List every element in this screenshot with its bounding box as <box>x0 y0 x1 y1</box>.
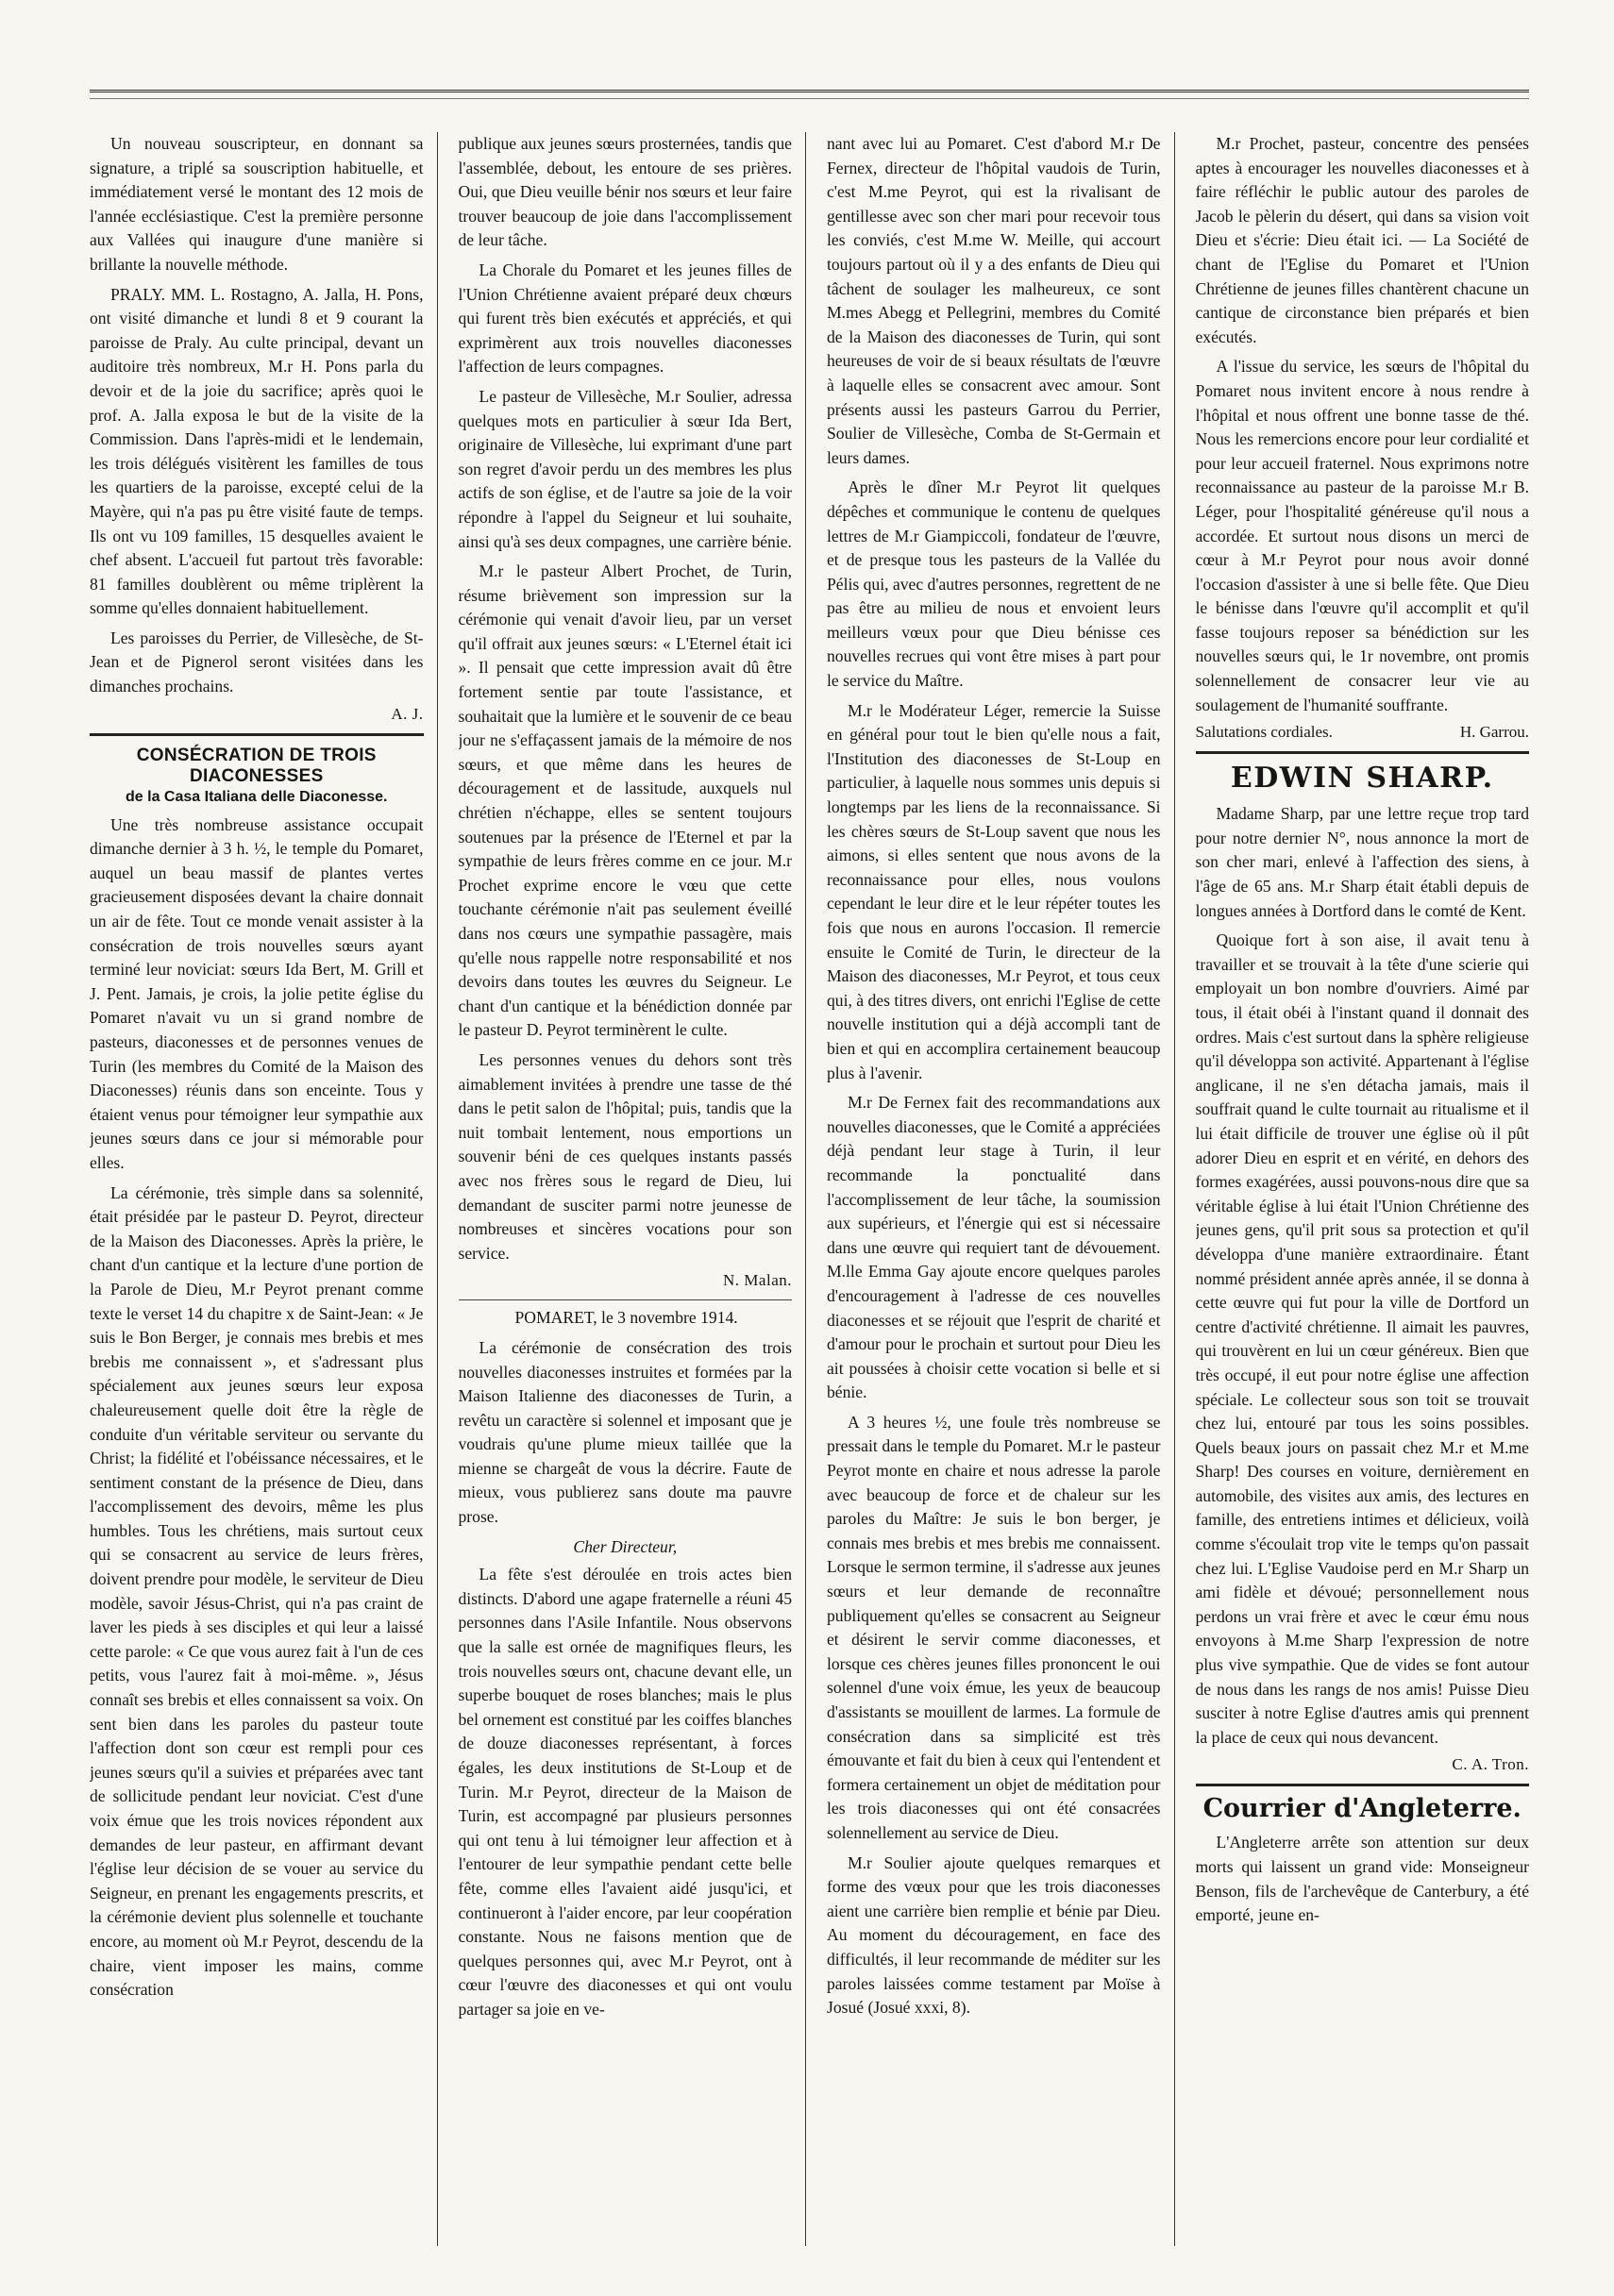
paragraph: Les personnes venues du dehors sont très aimablement invitées à prendre une tasse de thé dans le petit salon de l'hôpital; puis, tandis que la nuit tombait lentement, nous emportions un souvenir béni de ces quelques instants passés avec nos frères sous le regard de Dieu, lui demandant de susciter parmi notre jeunesse de nombreuses et sincères vocations pour son service. <box>458 1049 792 1263</box>
header-rule-faint <box>90 98 1529 99</box>
section-divider <box>90 733 424 736</box>
paragraph: M.r le pasteur Albert Prochet, de Turin, résume brièvement son impression sur la cérémonie qui venait d'avoir lieu, par un verset qu'il offrait aux jeunes sœurs: « L'Eternel était ici ». Il pensait que cette impression avait dû être fortement sentie par toute l'assistance, et souhaitait que la lumière et le souvenir de ce beau jour ne s'effaçassent jamais de la mémoire de nos sœurs, et que même dans les heures de découragement et de lassitude, auxquels nul chrétien n'échappe, elles se sentent toujours soutenues par la présence de l'Eternel et par la sympathie de leurs frères comme en ce jour. M.r Prochet exprime encore le vœu que cette touchante cérémonie n'ait pas seulement éveillé dans nos cœurs une sympathie passagère, mais qu'elle nous rappelle notre responsabilité et nos devoirs dans toutes les œuvres du Seigneur. Le chant d'un cantique et la bénédiction donnée par le pasteur D. Peyrot terminèrent le culte. <box>458 561 792 1040</box>
closing-text: Salutations cordiales. <box>1195 723 1333 742</box>
dateline: POMARET, le 3 novembre 1914. <box>514 1308 738 1328</box>
paragraph: Le pasteur de Villesèche, M.r Soulier, adressa quelques mots en particulier à sœur Ida Bert, originaire de Villesèche, lui exprimant d'une part son regret d'avoir perdu un des membres les plus actifs de son église, et de l'autre sa joie de la voir répondre à l'appel du Seigneur et lui souhaite, ainsi qu'à ses deux compagnes, une carrière bénie. <box>458 386 792 551</box>
paragraph: Après le dîner M.r Peyrot lit quelques dépêches et communique le contenu de quelques lettres de M.r Giampiccoli, fondateur de l'œuvre, et de presque tous les pasteurs de la Vallée du Pélis qui, avec d'autres personnes, regrettent de ne pas être au milieu de nous et envoient leurs meilleurs vœux pour que Dieu bénisse ces nouvelles recrues qui vont être mises à part pour le service du Maître. <box>827 478 1161 691</box>
paragraph: M.r le Modérateur Léger, remercie la Suisse en général pour tout le bien qu'elle nous a fait, l'Institution des diaconesses de St-Loup en particulier, à laquelle nous sommes unis depuis si longtemps par les liens de la reconnaissance. Si les chères sœurs de St-Loup savent que nous les aimons, si elles sentent que nous avons de la reconnaissance pour elles, nous voulons cependant le leur dire et le leur répéter toutes les fois que nous en aurons l'occasion. Il remercie ensuite le Comité de Turin, le directeur de la Maison des diaconesses, M.r Peyrot, et tous ceux qui, à des titres divers, ont enrichi l'Eglise de cette nouvelle institution qui a déjà accompli tant de bien et qui en accomplira certainement beaucoup plus à l'avenir. <box>827 700 1161 1082</box>
paragraph: M.r Soulier ajoute quelques remarques et forme des vœux pour que les trois diaconesses aient une carrière bien remplie et bénie par Dieu. Au moment du découragement, en face des difficultés, il leur recommande de méditer sur les paroles laissées comme testament par Moïse à Josué (Josué xxxi, 8). <box>827 1852 1161 2018</box>
signature: N. Malan. <box>723 1271 792 1290</box>
letter-greeting: Cher Directeur, <box>573 1536 678 1556</box>
section-heading: EDWIN SHARP. <box>1230 762 1494 796</box>
paragraph: Les paroisses du Perrier, de Villesèche, de St-Jean et de Pignerol seront visitées dans les dimanches prochains. <box>90 628 424 696</box>
section-heading: CONSÉCRATION DE TROIS DIACONESSES <box>136 745 377 786</box>
paragraph: A l'issue du service, les sœurs de l'hôpital du Pomaret nous invitent encore à nous rendre à l'hôpital et nous offrent une bonne tasse de thé. Nous les remercions encore pour leur cordialité et pour leur accueil fraternel. Nous exprimons notre reconnaissance au pasteur de la paroisse M.r B. Léger, pour l'hospitalité généreuse qu'il nous a accordée. Et surtout nous disons un merci de cœur à M.r Peyrot pour nous avoir donné l'occasion d'assister à une si belle fête. Que Dieu le bénisse dans l'œuvre qu'il accomplit et qu'il fasse toujours reposer sa bénédiction sur les nouvelles sœurs qui, le 1r novembre, ont promis solennellement de consacrer leur vie au soulagement de l'humanité souffrante. <box>1195 357 1529 714</box>
signature: H. Garrou. <box>1459 723 1529 742</box>
paragraph: A 3 heures ½, une foule très nombreuse se pressait dans le temple du Pomaret. M.r le pasteur Peyrot monte en chaire et nous adresse la parole avec beaucoup de force et de chaleur sur les paroles du Maître: Je suis le bon berger, je connais mes brebis et mes brebis me connaissent. Lorsque le sermon termine, il s'adresse aux jeunes sœurs et leur demande de reconnaître publiquement qu'elles se consacrent au Seigneur et désirent le servir comme diaconesses, et lorsque ces chères jeunes filles prononcent le oui solennel d'une voix émue, les yeux de beaucoup d'assistants se mouillent de larmes. La formule de consécration dans sa simplicité est très émouvante et fait du bien à ceux qui l'entendent et formera certainement un objet de méditation pour les trois diaconesses qui ont été consacrées solennellement au service de Dieu. <box>827 1412 1161 1842</box>
section-heading: Courrier d'Angleterre. <box>1202 1794 1522 1824</box>
section-subheading: de la Casa Italiana delle Diaconesse. <box>126 788 388 805</box>
paragraph: M.r De Fernex fait des recommandations aux nouvelles diaconesses, que le Comité a appréciées déjà pendant leur stage à Turin, il leur recommande la ponctualité dans l'accomplissement de leur tâche, la soumission aux supérieurs, et l'énergie qui est si nécessaire dans une œuvre qui requiert tant de dévouement. M.lle Emma Gay ajoute encore quelques paroles d'encouragement à l'adresse de ces nouvelles diaconesses et se réjouit que l'esprit de charité et d'amour pour le prochain et surtout pour Dieu les ait poussées à choisir cette vocation si belle et si bénie. <box>827 1093 1161 1402</box>
closing-line <box>1196 723 1530 742</box>
paragraph: La cérémonie de consécration des trois nouvelles diaconesses instruites et formées par la Maison Italienne des diaconesses de Turin, a revêtu un caractère si solennel et imposant que je voudrais qu'une plume mieux taillée que la mienne se chargeât de vous la décrire. Faute de mieux, vous publierez sans doute ma pauvre prose. <box>458 1337 792 1527</box>
header-rule <box>90 90 1529 92</box>
paragraph: L'Angleterre arrête son attention sur deux morts qui laissent un grand vide: Monseigneur Benson, fils de l'archevêque de Canterbury, a été emporté, jeune en- <box>1195 1833 1529 1925</box>
section-divider <box>1196 1784 1530 1786</box>
paragraph: La cérémonie, très simple dans sa solennité, était présidée par le pasteur D. Peyrot, directeur de la Maison des Diaconesses. Après la prière, le chant d'un cantique et la lecture d'une portion de la Parole de Dieu, M.r Peyrot prenant comme texte le verset 14 du chapitre x de Saint-Jean: « Je suis le Bon Berger, je connais mes brebis et mes brebis me connaissent », et s'adressant plus spécialement aux jeunes sœurs leur exposa chaleureusement quelle doit être la règle de conduite d'un véritable serviteur ou servante du Christ; la fidélité et l'obéissance nécessaires, et le sentiment constant de la présence de Dieu, dans l'accomplissement des devoirs, même les plus humbles. Tous les chrétiens, mais surtout ceux qui se consacrent au service de leurs frères, doivent prendre pour modèle, le serviteur de Dieu modèle, savoir Jésus-Christ, qui n'a pas craint de laver les pieds à ses disciples et qui leur a laissé cette parole: « Ce que vous aurez fait à l'un de ces petits, vous l'aurez fait à moi-même. », Jésus connaît ses brebis et elles connaissent sa voix. On sent bien dans les paroles du pasteur toute l'affection dont son cœur est rempli pour ces jeunes sœurs qu'il a suivies et préparées avec tant de sollicitude pendant leur noviciat. C'est d'une voix émue que les trois novices répondent aux demandes de leur pasteur, en affirmant devant l'église leur décision de se vouer au service du Seigneur, en prenant les engagements prescrits, et la cérémonie devient plus solennelle et touchante encore, au moment où M.r Peyrot, descendu de la chaire, vient imposer les mains, comme consécration <box>90 1182 424 2000</box>
paragraph: La fête s'est déroulée en trois actes bien distincts. D'abord une agape fraternelle a réuni 45 personnes dans l'Asile Infantile. Nous observons que la salle est ornée de magnifiques fleurs, les trois nouvelles sœurs ont, chacune devant elle, un superbe bouquet de roses blanches; mais le plus bel ornement est constitué par les coiffes blanches de douze diaconesses représentant, à forces égales, les deux institutions de St-Loup et de Turin. M.r Peyrot, directeur de la Maison de Turin, est accompagné par plusieurs personnes qui ont tenu à lui témoigner leur affection et à l'entourer de leur sympathie pendant cette belle fête, comme elles l'avaient aidé jusqu'ici, et continueront à l'aider encore, par leur coopération constante. Nous ne faisons mention que de quelques personnes qui, avec M.r Peyrot, ont à cœur l'œuvre des diaconesses et qui ont voulu partager sa joie en ve- <box>458 1565 792 2019</box>
column-2 <box>459 132 807 2246</box>
section-divider <box>459 1299 793 1300</box>
paragraph: M.r Prochet, pasteur, concentre des pensées aptes à encourager les nouvelles diaconesses et à faire réfléchir le public autour des paroles de Jacob le pèlerin du désert, qui dans sa vision voit Dieu et s'écrie: Dieu était ici. — La Société de chant de l'Eglise du Pomaret et l'Union Chrétienne de jeunes filles chantèrent chacune un cantique de circonstance bien préparés et bien exécutés. <box>1195 134 1529 346</box>
paragraph: Une très nombreuse assistance occupait dimanche dernier à 3 h. ½, le temple du Pomaret, auquel un beau massif de plantes vertes gracieusement disposées devant la chaire donnait un air de fête. Tout ce monde venait assister à la consécration de trois nouvelles sœurs ayant terminé leur noviciat: sœurs Ida Bert, M. Grill et J. Pent. Jamais, je crois, la jolie petite église du Pomaret n'avait vu un si grand nombre de pasteurs, diaconesses et de personnes venues de Turin (les membres du Comité de la Maison des Diaconesses) réunis dans son enceinte. Tous y étaient venus pour témoigner leur sympathie aux jeunes sœurs dans ce jour si mémorable pour elles. <box>90 814 424 1172</box>
paragraph: publique aux jeunes sœurs prosternées, tandis que l'assemblée, debout, les entoure de ses prières. Oui, que Dieu veuille bénir nos sœurs et leur faire trouver beaucoup de joie dans l'accomplissement de leur tâche. <box>458 134 792 250</box>
paragraph: Madame Sharp, par une lettre reçue trop tard pour notre dernier N°, nous annonce la mort de son cher mari, enlevé à l'affection des siens, à l'âge de 65 ans. M.r Sharp était établi depuis de longues années à Dortford dans le comté de Kent. <box>1195 804 1529 920</box>
column-4 <box>1196 132 1530 2246</box>
paragraph: Quoique fort à son aise, il avait tenu à travailler et se trouvait à la tête d'une scierie qui employait un bon nombre d'ouvriers. Aimé par tous, il était obéi à l'instant quand il donnait des ordres. Mais c'est surtout dans la sphère religieuse qu'il développa son activité. Appartenant à l'église anglicane, il ne s'en détacha jamais, mais il souffrait quand le culte tournait au ritualisme et il lui était difficile de trouver une église où il pût adorer Dieu en esprit et en vérité, en dehors des formes exagérées, aussi pouvons-nous dire que sa véritable église à lui était l'Union Chrétienne des jeunes gens, qu'il prit sous sa protection et qu'il développa d'une manière extraordinaire. Étant nommé président année après année, il se donna à cette œuvre qui fut pour la ville de Dortford un centre d'activité chrétienne. Il aimait les pauvres, qui trouvèrent en lui un cœur généreux. Bien que très occupé, il eut pour notre église une affection spéciale. Le collecteur sous son toit se trouvait chez lui, entouré par tous les soins possibles. Quels beaux jours on passait chez M.r et M.me Sharp! Des courses en voiture, dernièrement en automobile, des visites aux amis, des lectures en famille, des entretiens intimes et délicieux, voilà comme s'écoulait trop vite le temps qu'on passait chez lui. L'Eglise Vaudoise perd en M.r Sharp un ami fidèle et dévoué; personnellement nous perdons un vrai frère et avec le cœur ému nous envoyons à M.me Sharp l'expression de notre plus vive sympathie. Que de vides se font autour de nous dans les rangs de nos amis! Puisse Dieu susciter à notre Eglise d'autres amis qui prennent la place de ceux qui nous devancent. <box>1195 930 1529 1747</box>
paragraph: PRALY. MM. L. Rostagno, A. Jalla, H. Pons, ont visité dimanche et lundi 8 et 9 courant la paroisse de Praly. Au culte principal, devant un auditoire très nombreux, M.r H. Pons parla du devoir et de la joie du sacrifice; après quoi le prof. A. Jalla exposa le but de la visite de la Commission. Dans l'après-midi et le lendemain, les trois délégués visitèrent les familles de tous les quartiers de la paroisse, excepté celui de la Mayère, qui n'a pas pu être visité faute de temps. Ils ont vu 109 familles, 15 desquelles avaient le chef absent. L'accueil fut partout très favorable: 81 familles doublèrent ou même triplèrent la somme qu'elles donnaient habituellement. <box>90 284 424 618</box>
paragraph: nant avec lui au Pomaret. C'est d'abord M.r De Fernex, directeur de l'hôpital vaudois de Turin, c'est M.me Peyrot, qui est la rivalisant de gentillesse avec son cher mari pour recevoir tous les conviés, c'est M.me W. Meille, qui accourt toujours partout où il y a des enfants de Dieu qui tâchent de soulager les malheureux, ce sont M.mes Abegg et Pellegrini, membres du Comité de la Maison des diaconesses de Turin, qui sont heureuses de voir de si beaux résultats de l'œuvre à laquelle elles se consacrent avec amour. Sont présents aussi les pasteurs Garrou du Perrier, Soulier de Villesèche, Comba de St-Germain et leurs dames. <box>827 134 1161 467</box>
section-divider <box>1196 751 1530 754</box>
column-1 <box>90 132 438 2246</box>
paragraph: Un nouveau souscripteur, en donnant sa signature, a triplé sa souscription habituelle, et immédiatement versé le montant des 12 mois de l'année ecclésiastique. C'est la première personne aux Vallées qui inaugure d'une manière si brillante la nouvelle méthode. <box>90 134 424 274</box>
signature: A. J. <box>391 704 424 723</box>
paragraph: La Chorale du Pomaret et les jeunes filles de l'Union Chrétienne avaient préparé deux chœurs qui furent très bien exécutés et appréciés, et qui exprimèrent aux trois nouvelles diaconesses l'affection de leurs compagnes. <box>458 260 792 377</box>
signature: C. A. Tron. <box>1452 1755 1529 1774</box>
column-3 <box>827 132 1175 2246</box>
article-columns <box>90 132 1529 2246</box>
